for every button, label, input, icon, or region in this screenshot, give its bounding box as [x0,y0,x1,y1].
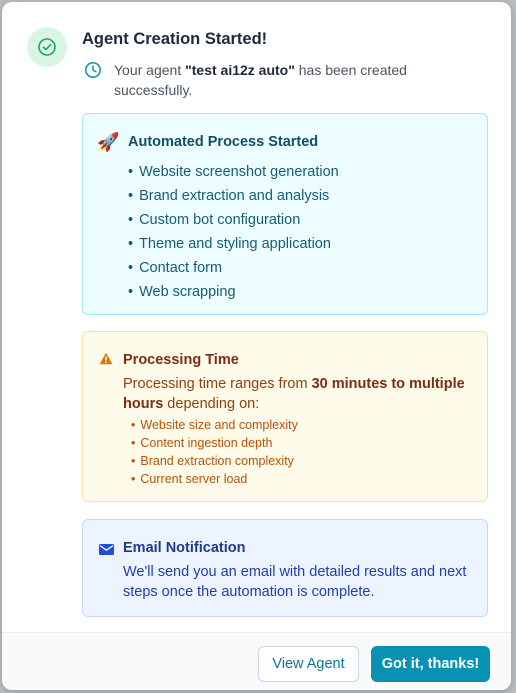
list-item: • Custom bot configuration [128,208,339,232]
automated-process-list [128,160,339,304]
warning-triangle-icon [99,352,113,370]
got-it-button[interactable]: Got it, thanks! [371,646,490,682]
list-item: • Contact form [128,256,339,280]
agent-name: "test ai12z auto" [185,62,295,78]
processing-desc-bold: 30 minutes to multiple hours [123,376,465,412]
subtitle-prefix: Your agent [114,62,186,78]
list-item: • Brand extraction complexity [131,452,298,470]
processing-desc-suffix: depending on: [163,396,260,412]
list-item: • Website screenshot generation [128,160,339,184]
list-item: • Content ingestion depth [131,434,298,452]
list-item: • Theme and styling application [128,232,339,256]
processing-time-title: Processing Time [123,352,239,368]
success-check-icon [27,27,67,67]
agent-created-dialog [2,2,511,690]
clock-icon [84,61,102,79]
dialog-subtitle [114,60,454,100]
list-item: • Web scrapping [128,280,339,304]
dialog-footer [2,632,511,690]
processing-time-description [123,374,475,414]
automated-process-title: Automated Process Started [128,134,319,150]
email-notification-title: Email Notification [123,540,246,556]
list-item: • Brand extraction and analysis [128,184,339,208]
processing-factors-list [131,416,298,488]
rocket-icon: 🚀 [97,132,120,152]
view-agent-button[interactable]: View Agent [258,646,359,682]
dialog-title: Agent Creation Started! [82,30,268,48]
email-notification-panel [82,519,488,617]
envelope-icon [99,542,114,560]
list-item: • Website size and complexity [131,416,298,434]
processing-desc-prefix: Processing time ranges from [123,376,312,392]
subtitle-suffix: has been created successfully. [114,62,407,98]
automated-process-panel [82,113,488,315]
processing-time-panel [82,331,488,502]
email-notification-description: We'll send you an email with detailed results and next steps once the automation is complete. [123,564,467,600]
list-item: • Current server load [131,470,298,488]
